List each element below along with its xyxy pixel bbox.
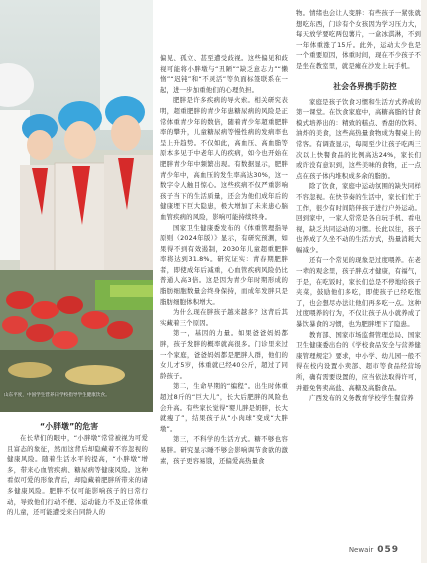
paragraph: 国家卫生健康委发布的《体重管理指导原则（2024年版）》显示，有研究预测，如果得不到有效遏制，2030年儿童超重肥胖率将达到31.8%。研究证实：青春期肥胖者，即使成年后减重，心血管疾病风险仍比普通人高3倍。这是因为青少年时期形成的脂肪细胞数量会终身保持，而成年发胖只是脂肪细胞体积增大。 xyxy=(160,223,288,306)
paragraph: 教育部、国家市场监督管理总局、国家卫生健康委出台的《学校食品安全与营养健康管理规定》要求，中小学、幼儿园一般不得在校内设置小卖部、超市等食品经营场所，确有需要设置的，应当依法取得许可，并避免售卖高盐、高糖及高脂食品。 xyxy=(296,330,421,392)
column-3 xyxy=(296,8,421,404)
paragraph: 偏见、孤立、甚至遭受歧视。这些偏见和歧视可能将小胖墩与“丑陋”“缺乏意志力”“懒惰”“迟钝”和“不灵活”等负面标签联系在一起，进一步加重他们的心理负担。 xyxy=(160,54,288,94)
column-1 xyxy=(7,420,148,518)
photo-students-with-vegetables xyxy=(0,0,153,412)
paragraph: 家庭是孩子饮食习惯和生活方式养成的第一课堂。在饮食家庭中，高糖高脂的甘食模式培养出的：精致的糕点、香甜的饮料、油炸的美食，这些高热量食物成为餐桌上的常客。有调查显示，每周至少让孩子吃两三次以上快餐食品的比例高达24%，家长们或许没有意识到，这些美味的食物，正一点点在孩子体内堆积成多余的脂肪。 xyxy=(296,97,421,180)
paragraph: 第一，基因的力量。如果爸爸妈妈都胖，孩子发胖的概率就高很多。门诊里来过一个家庭，爸爸妈妈都是肥胖人群，他们的女儿才5岁，体重就已经40公斤，超过了同龄孩子。 xyxy=(160,329,288,380)
paragraph: 第三，不科学的生活方式。糖不够也容易胖。研究显示睡不够会影响调节食欲的激素，孩子更容易饿，还偏爱高热量食 xyxy=(160,435,288,465)
page-edge xyxy=(421,0,427,563)
paragraph: 为什么现在胖孩子越来越多？这背后其实藏着三个原因。 xyxy=(160,308,288,327)
paragraph: 第二，生命早期的“编程”。出生时体重超过8斤的“巨大儿”，长大后肥胖的风险也会升高。有些家长觉得“婴儿胖是奶胖，长大就瘦了”，结果孩子从“小肉球”变成“大胖墩”。 xyxy=(160,382,288,433)
column-2 xyxy=(160,53,288,466)
section-title-obesity-hazards: “小胖墩”的危害 xyxy=(40,422,99,431)
paragraph: 除了饮食，家庭中运动氛围的缺失同样不容忽视。在快节奏的生活中，家长们忙于工作，很少有时间陪伴孩子进行户外运动。回到家中，一家人常常是各自玩手机、看电视，缺乏共同运动的习惯。长此以往，孩子也养成了久坐不动的生活方式，热量消耗大幅减少。 xyxy=(296,182,421,254)
magazine-label: Newair xyxy=(348,546,374,554)
photo-caption: 山东平度，中国学生营养日学校指导学生健康饮食。 xyxy=(4,393,110,398)
students-illustration xyxy=(0,0,153,412)
paragraph: 还有一个常见的现象是过度喂养。在老一辈的观念里，孩子胖点才健康，有福气，于是，在吃饭时，家长们总是不停地给孩子夹菜，鼓励他们多吃，即使孩子已经吃饱了，也会想尽办法让他们再多吃一点。这种过度喂养的行为，不仅让孩子从小就养成了暴饮暴食的习惯，也为肥胖埋下了隐患。 xyxy=(296,256,421,329)
section-title-joint-prevention: 社会各界携手防控 xyxy=(333,81,397,91)
paragraph: 在长辈们的眼中，“小胖墩”常常被视为可爱且富态的象征，然而这背后却隐藏着不容忽视的健康风险。随着生活水平的提高，“小胖墩”增多，带来心血管疾病、糖尿病等健康风险。这种看似可爱的形象背后，却隐藏着肥胖所带来的诸多健康风险。肥胖不仅可能影响孩子的日常行动，导致他们行动不便、运动能力不及正常体重的儿童，还可能遭受来自同龄人的 xyxy=(7,434,148,517)
paragraph: 广西发布的义务教育学校学生餐营养 xyxy=(309,394,414,403)
paragraph: 物。情绪也会让人变胖：有些孩子一紧张就想吃东西，门诊有个女孩因为学习压力大，每天放学要吃两包薯片，一盒冰淇淋，不到一年体重涨了15斤。此外，运动太少也是一个重要原因，体重时间，现在不少孩子不是坐在教室里，就是瘫在沙发上玩手机。 xyxy=(296,9,421,70)
page-number: 059 xyxy=(377,545,399,555)
paragraph: 肥胖是许多疾病的导火索。相关研究表明，超重肥胖的青少年患糖尿病的风险是正常体重青少年的数倍，随着青少年超重肥胖率的攀升，儿童糖尿病等慢性病的发病率也呈上升趋势。不仅如此，高血压、高血脂等原本多见于中老年人的疾病，如今也开始在肥胖青少年中频繁出现。有数据显示，肥胖青少年中，高血压的发生率高达30%，这一数字令人触目惊心。这些疾病不仅严重影响孩子当下的生活质量，还会为他们成年后的健康埋下巨大隐患，极大增加了未来患心脑血管疾病的风险，影响可能持续终身。 xyxy=(160,96,288,221)
page-folio xyxy=(349,545,399,555)
